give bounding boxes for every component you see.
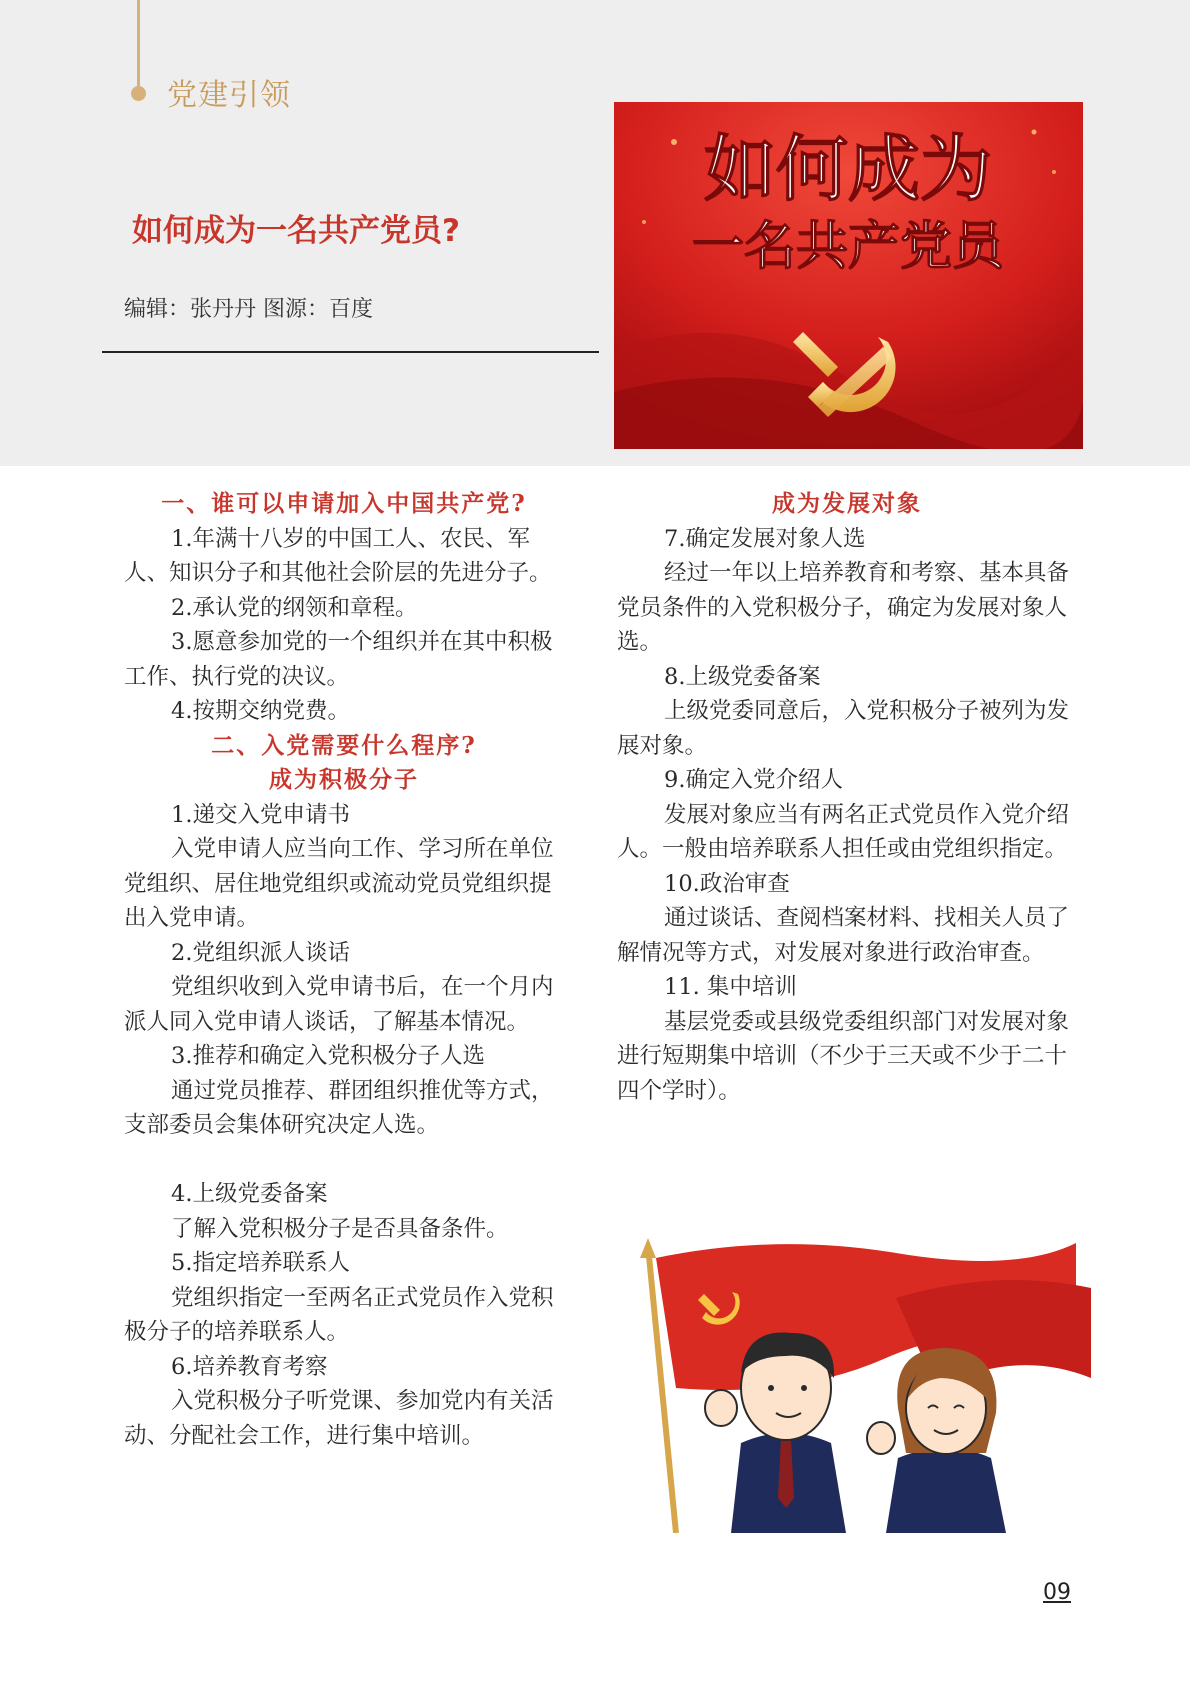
body-paragraph: 10.政治审查 bbox=[664, 870, 790, 897]
section-heading: 成为积极分子 bbox=[269, 766, 419, 793]
body-paragraph: 4.按期交纳党费。 bbox=[171, 698, 350, 724]
body-paragraph: 2.承认党的纲领和章程。 bbox=[171, 594, 418, 621]
spacer bbox=[124, 1143, 564, 1178]
article-title: 如何成为一名共产党员? bbox=[132, 213, 460, 249]
body-paragraph: 经过一年以上培养教育和考察、基本具备党员条件的入党积极分子，确定为发展对象人选。 bbox=[617, 560, 1070, 655]
body-paragraph: 基层党委或县级党委组织部门对发展对象进行短期集中培训（不少于三天或不少于二十四个学时）。 bbox=[617, 1008, 1070, 1104]
body-paragraph: 3.愿意参加党的一个组织并在其中积极工作、执行党的决议。 bbox=[124, 629, 553, 690]
hero-banner-graphic bbox=[614, 102, 1083, 449]
cartoon-illustration bbox=[636, 1238, 1091, 1533]
section-marker-dot bbox=[131, 86, 146, 101]
right-column bbox=[617, 487, 1077, 1108]
section-heading: 一、谁可以申请加入中国共产党? bbox=[161, 490, 527, 517]
body-paragraph: 3.推荐和确定入党积极分子人选 bbox=[171, 1043, 485, 1069]
body-paragraph: 4.上级党委备案 bbox=[171, 1181, 328, 1207]
section-heading: 二、入党需要什么程序? bbox=[211, 731, 477, 759]
cartoon-graphic bbox=[636, 1238, 1091, 1533]
byline: 编辑：张丹丹 图源：百度 bbox=[124, 297, 373, 322]
cartoon-woman bbox=[867, 1348, 1006, 1533]
body-paragraph: 7.确定发展对象人选 bbox=[664, 525, 866, 552]
hero-title-line2: 一名共产党员 bbox=[691, 217, 1005, 277]
body-paragraph: 党组织收到入党申请书后，在一个月内派人同入党申请人谈话，了解基本情况。 bbox=[124, 974, 554, 1035]
body-paragraph: 入党申请人应当向工作、学习所在单位党组织、居住地党组织或流动党员党组织提出入党申请。 bbox=[124, 836, 554, 931]
body-paragraph: 通过谈话、查阅档案材料、找相关人员了解情况等方式，对发展对象进行政治审查。 bbox=[617, 905, 1070, 966]
body-paragraph: 上级党委同意后，入党积极分子被列为发展对象。 bbox=[617, 698, 1070, 759]
body-paragraph: 通过党员推荐、群团组织推优等方式，支部委员会集体研究决定人选。 bbox=[124, 1077, 554, 1138]
body-paragraph: 5.指定培养联系人 bbox=[171, 1250, 350, 1276]
hero-title-line1: 如何成为 bbox=[703, 127, 993, 211]
section-tag: 党建引领 bbox=[167, 78, 291, 113]
section-marker-line bbox=[137, 0, 140, 88]
hero-banner-image bbox=[614, 102, 1083, 449]
body-paragraph: 8.上级党委备案 bbox=[664, 663, 821, 690]
body-paragraph: 9.确定入党介绍人 bbox=[664, 767, 843, 793]
body-paragraph: 入党积极分子听党课、参加党内有关活动、分配社会工作，进行集中培训。 bbox=[124, 1388, 554, 1449]
body-paragraph: 1.递交入党申请书 bbox=[171, 801, 350, 828]
left-column bbox=[124, 487, 564, 1453]
body-paragraph: 党组织指定一至两名正式党员作入党积极分子的培养联系人。 bbox=[124, 1284, 554, 1345]
section-heading: 成为发展对象 bbox=[772, 490, 922, 517]
body-paragraph: 11. 集中培训 bbox=[664, 974, 797, 1000]
body-paragraph: 6.培养教育考察 bbox=[171, 1353, 328, 1380]
body-paragraph: 2.党组织派人谈话 bbox=[171, 939, 350, 966]
page-number: 09 bbox=[1043, 1580, 1071, 1605]
body-paragraph: 发展对象应当有两名正式党员作入党介绍人。一般由培养联系人担任或由党组织指定。 bbox=[617, 801, 1070, 862]
body-paragraph: 1.年满十八岁的中国工人、农民、军人、知识分子和其他社会阶层的先进分子。 bbox=[124, 525, 552, 586]
body-paragraph: 了解入党积极分子是否具备条件。 bbox=[171, 1215, 509, 1242]
title-divider bbox=[102, 351, 599, 353]
